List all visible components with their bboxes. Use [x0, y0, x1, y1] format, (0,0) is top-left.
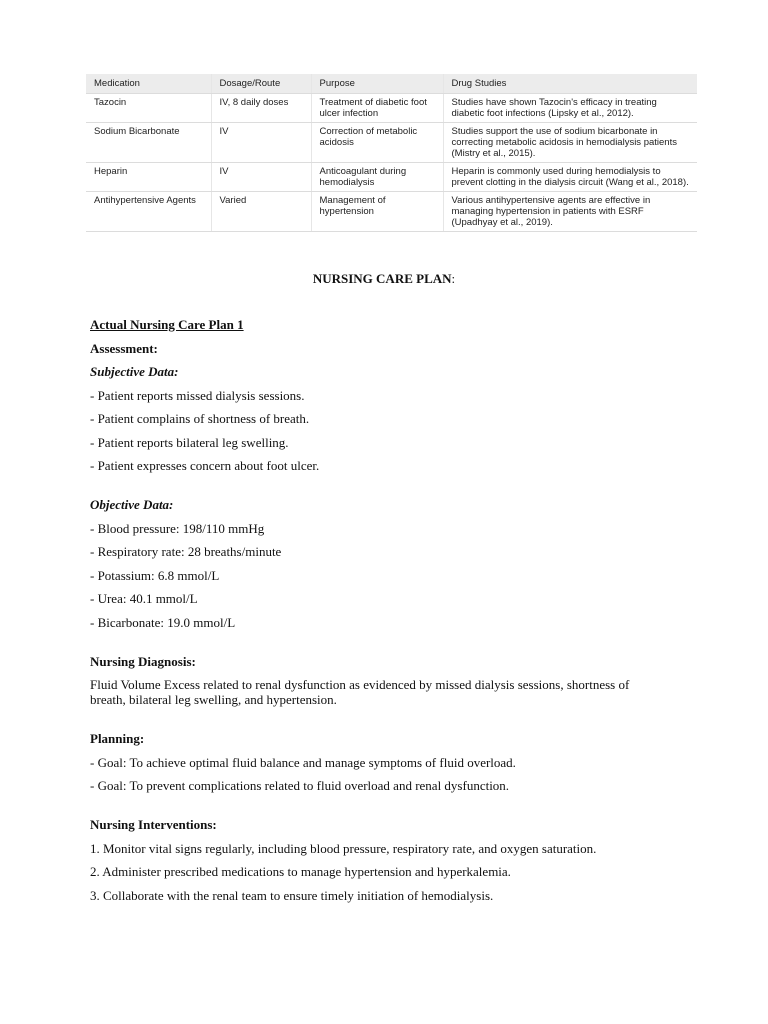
cell-drug-studies: Heparin is commonly used during hemodialysis to prevent clotting in the dialysis circuit (Wang et al., 2018).	[443, 163, 697, 192]
objective-item: - Potassium: 6.8 mmol/L	[90, 567, 220, 583]
cell-drug-studies: Studies have shown Tazocin's efficacy in treating diabetic foot infections (Lipsky et al., 2012).	[443, 94, 697, 123]
cell-dosage: IV	[211, 163, 311, 192]
planning-item: - Goal: To achieve optimal fluid balance and manage symptoms of fluid overload.	[90, 754, 516, 770]
nursing-diagnosis-text: Fluid Volume Excess related to renal dysfunction as evidenced by missed dialysis sessions, shortness of breath, bilateral leg swelling, and hypertension.	[90, 677, 630, 707]
objective-item: - Bicarbonate: 19.0 mmol/L	[90, 614, 236, 630]
intervention-item: 3. Collaborate with the renal team to ensure timely initiation of hemodialysis.	[90, 887, 494, 903]
objective-item: - Blood pressure: 198/110 mmHg	[90, 520, 265, 536]
cell-medication: Heparin	[86, 163, 211, 192]
assessment-heading: Assessment:	[90, 340, 158, 356]
cell-drug-studies: Studies support the use of sodium bicarbonate in correcting metabolic acidosis in hemodialysis patients (Mistry et al., 2015).	[443, 123, 697, 163]
section-title-colon: :	[451, 271, 456, 286]
column-header-dosage: Dosage/Route	[211, 74, 311, 94]
intervention-item: 2. Administer prescribed medications to manage hypertension and hyperkalemia.	[90, 864, 511, 879]
table-row	[86, 163, 697, 192]
objective-item: - Respiratory rate: 28 breaths/minute	[90, 544, 282, 559]
care-plan-title: Actual Nursing Care Plan 1	[90, 317, 244, 332]
cell-medication: Sodium Bicarbonate	[86, 123, 211, 163]
cell-drug-studies: Various antihypertensive agents are effective in managing hypertension in patients with ESRF (Upadhyay et al., 2019).	[443, 192, 697, 232]
column-header-drug-studies: Drug Studies	[443, 74, 697, 94]
section-title-text: NURSING CARE PLAN	[312, 271, 452, 286]
table-row	[86, 94, 697, 123]
cell-medication: Antihypertensive Agents	[86, 192, 211, 232]
care-plan-body	[90, 317, 650, 903]
cell-purpose: Correction of metabolic acidosis	[311, 123, 443, 163]
subjective-item: - Patient complains of shortness of breath.	[90, 411, 310, 426]
column-header-purpose: Purpose	[311, 74, 443, 94]
planning-heading: Planning:	[90, 731, 145, 746]
table-row	[86, 192, 697, 232]
cell-dosage: IV, 8 daily doses	[211, 94, 311, 123]
column-header-medication: Medication	[86, 74, 211, 94]
cell-purpose: Management of hypertension	[311, 192, 443, 232]
objective-data-heading: Objective Data:	[90, 497, 174, 512]
cell-dosage: IV	[211, 123, 311, 163]
medication-table	[86, 74, 697, 232]
nursing-interventions-heading: Nursing Interventions:	[90, 817, 217, 832]
subjective-item: - Patient reports bilateral leg swelling.	[90, 434, 289, 450]
cell-purpose: Treatment of diabetic foot ulcer infection	[311, 94, 443, 123]
cell-medication: Tazocin	[86, 94, 211, 123]
objective-item: - Urea: 40.1 mmol/L	[90, 591, 198, 606]
table-row	[86, 123, 697, 163]
subjective-item: - Patient expresses concern about foot ulcer.	[90, 458, 320, 473]
nursing-diagnosis-heading: Nursing Diagnosis:	[90, 653, 196, 669]
cell-purpose: Anticoagulant during hemodialysis	[311, 163, 443, 192]
subjective-data-heading: Subjective Data:	[90, 364, 179, 379]
table-header-row	[86, 74, 697, 94]
subjective-item: - Patient reports missed dialysis sessions.	[90, 387, 305, 403]
intervention-item: 1. Monitor vital signs regularly, including blood pressure, respiratory rate, and oxygen saturation.	[90, 840, 597, 856]
section-title	[0, 271, 768, 287]
planning-item: - Goal: To prevent complications related to fluid overload and renal dysfunction.	[90, 778, 510, 793]
cell-dosage: Varied	[211, 192, 311, 232]
